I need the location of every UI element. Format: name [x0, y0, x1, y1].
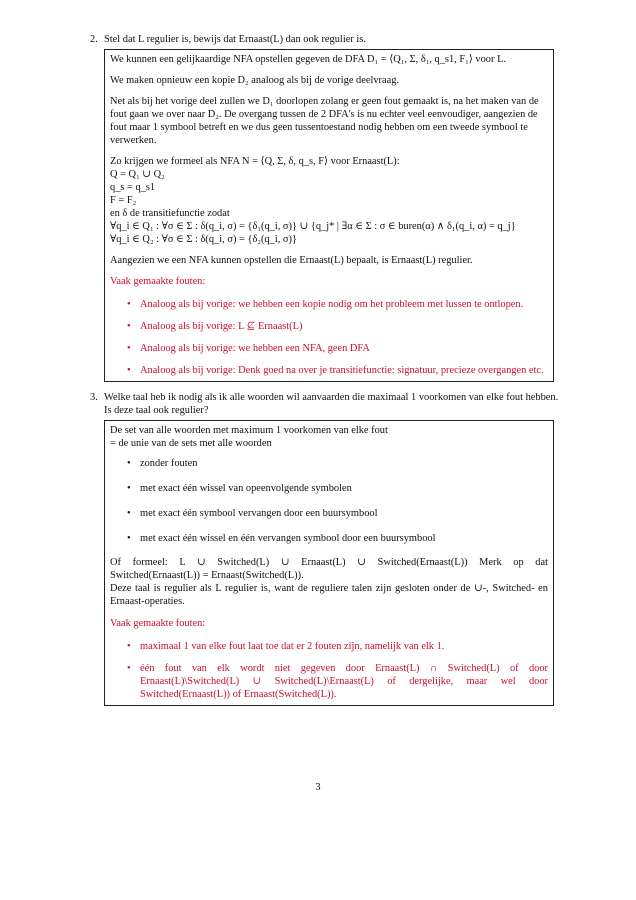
answer-box	[104, 420, 554, 706]
mistakes-list	[110, 640, 548, 701]
question-prompt	[104, 391, 559, 417]
answer-paragraph: We maken opnieuw een kopie D₂ analoog als bij de vorige deelvraag.	[110, 75, 400, 86]
question-2	[90, 33, 554, 382]
bullet-icon: •	[127, 365, 131, 376]
list-item: • met exact één wissel en één vervangen symbool door een buursymbool	[127, 533, 436, 544]
intro	[110, 424, 548, 450]
bullet-icon: •	[127, 533, 131, 544]
answer-paragraph: We kunnen een gelijkaardige NFA opstellen gegeven de DFA D₁ = ⟨Q₁, Σ, δ₁, q_s1, F₁⟩ voor L.	[110, 54, 507, 65]
answer-conclusion: Aangezien we een NFA kunnen opstellen die Ernaast(L) bepaalt, is Ernaast(L) regulier.	[110, 255, 473, 266]
bullet-icon: •	[127, 299, 131, 310]
mistake-item: • één fout van elk wordt niet gegeven door Ernaast(L) ∩ Switched(L) of door Ernaast(L)\Switched(L) ∪ Switched(L)\Ernaast(L) of dergelijke, maar wel door Switched(Ernaast(L)) of Ernaast(Switched(L)).	[127, 663, 548, 700]
formal-statement	[110, 556, 548, 608]
formal-line: en δ de transitiefunctie zodat	[110, 208, 230, 219]
mistake-item: • Analoog als bij vorige: Denk goed na over je transitiefunctie: signatuur, precieze overgangen etc.	[127, 365, 544, 376]
bullet-icon: •	[127, 641, 131, 652]
question-prompt: Stel dat L regulier is, bewijs dat Ernaast(L) dan ook regulier is.	[104, 34, 366, 45]
question-number: 2.	[90, 34, 98, 45]
intro-line: = de unie van de sets met alle woorden	[110, 438, 272, 449]
formal-line: q_s = q_s1	[110, 182, 156, 193]
page-number: 3	[315, 782, 321, 793]
formal-line: Zo krijgen we formeel als NFA N = ⟨Q, Σ, δ, q_s, F⟩ voor Ernaast(L):	[110, 156, 400, 167]
formal-line: ∀q_i ∈ Q₂ : ∀σ ∈ Σ : δ(q_i, σ) = {δ₂(q_i, σ)}	[110, 234, 297, 245]
list-item: • met exact één symbool vervangen door een buursymbool	[127, 508, 378, 519]
bullet-icon: •	[127, 343, 131, 354]
prompt-line: Is deze taal ook regulier?	[104, 405, 209, 416]
bullet-icon: •	[127, 321, 131, 332]
question-3	[90, 391, 559, 706]
word-set-list	[110, 457, 548, 545]
answer-paragraph: Net als bij het vorige deel zullen we D₁ doorlopen zolang er geen fout gemaakt is, na het maken van de fout gaan we over naar D₂. De overgang tussen de 2 DFA's is nu echter veel eenvoudiger, aangezien de fout maar 1 symbool betreft en we dus geen tussentoestand nodig hebben om een tweede symbool te verwerken.	[110, 96, 539, 146]
mistakes-list	[110, 298, 548, 377]
mistakes-title: Vaak gemaakte fouten:	[110, 276, 206, 287]
prompt-line: Welke taal heb ik nodig als ik alle woorden wil aanvaarden die maximaal 1 voorkomen van elke fout hebben.	[104, 392, 559, 403]
answer-box	[104, 49, 554, 382]
mistake-item: • maximaal 1 van elke fout laat toe dat er 2 fouten zijn, namelijk van elk 1.	[127, 641, 445, 652]
mistake-item: • Analoog als bij vorige: L ⊈ Ernaast(L)	[127, 321, 303, 332]
mistakes-title: Vaak gemaakte fouten:	[110, 618, 206, 629]
bullet-icon: •	[127, 663, 131, 674]
bullet-icon: •	[127, 458, 131, 469]
formal-line: Q = Q₁ ∪ Q₂	[110, 169, 165, 180]
formula-line: Deze taal is regulier als L regulier is, want de reguliere talen zijn gesloten onder de ∪-, Switched- en	[110, 583, 548, 594]
mistake-item: • Analoog als bij vorige: we hebben een NFA, geen DFA	[127, 343, 370, 354]
formal-definition	[110, 155, 548, 246]
formal-line: F = F₂	[110, 195, 137, 206]
formula-line: Switched(Ernaast(L)) = Ernaast(Switched(L)).	[110, 570, 304, 581]
formula-line: Of formeel: L ∪ Switched(L) ∪ Ernaast(L) ∪ Switched(Ernaast(L)) Merk op dat	[110, 557, 548, 568]
formal-line: ∀q_i ∈ Q₁ : ∀σ ∈ Σ : δ(q_i, σ) = {δ₁(q_i, σ)} ∪ {q_j* | ∃α ∈ Σ : σ ∈ buren(α) ∧ δ₁(q_i, α) = q_j}	[110, 221, 516, 232]
intro-line: De set van alle woorden met maximum 1 voorkomen van elke fout	[110, 425, 388, 436]
bullet-icon: •	[127, 483, 131, 494]
mistake-item: • Analoog als bij vorige: we hebben een kopie nodig om het probleem met lussen te ontlopen.	[127, 299, 524, 310]
list-item: • zonder fouten	[127, 458, 198, 469]
bullet-icon: •	[127, 508, 131, 519]
formula-line: Ernaast-operaties.	[110, 596, 185, 607]
question-number: 3.	[90, 392, 98, 403]
list-item: • met exact één wissel van opeenvolgende symbolen	[127, 483, 352, 494]
